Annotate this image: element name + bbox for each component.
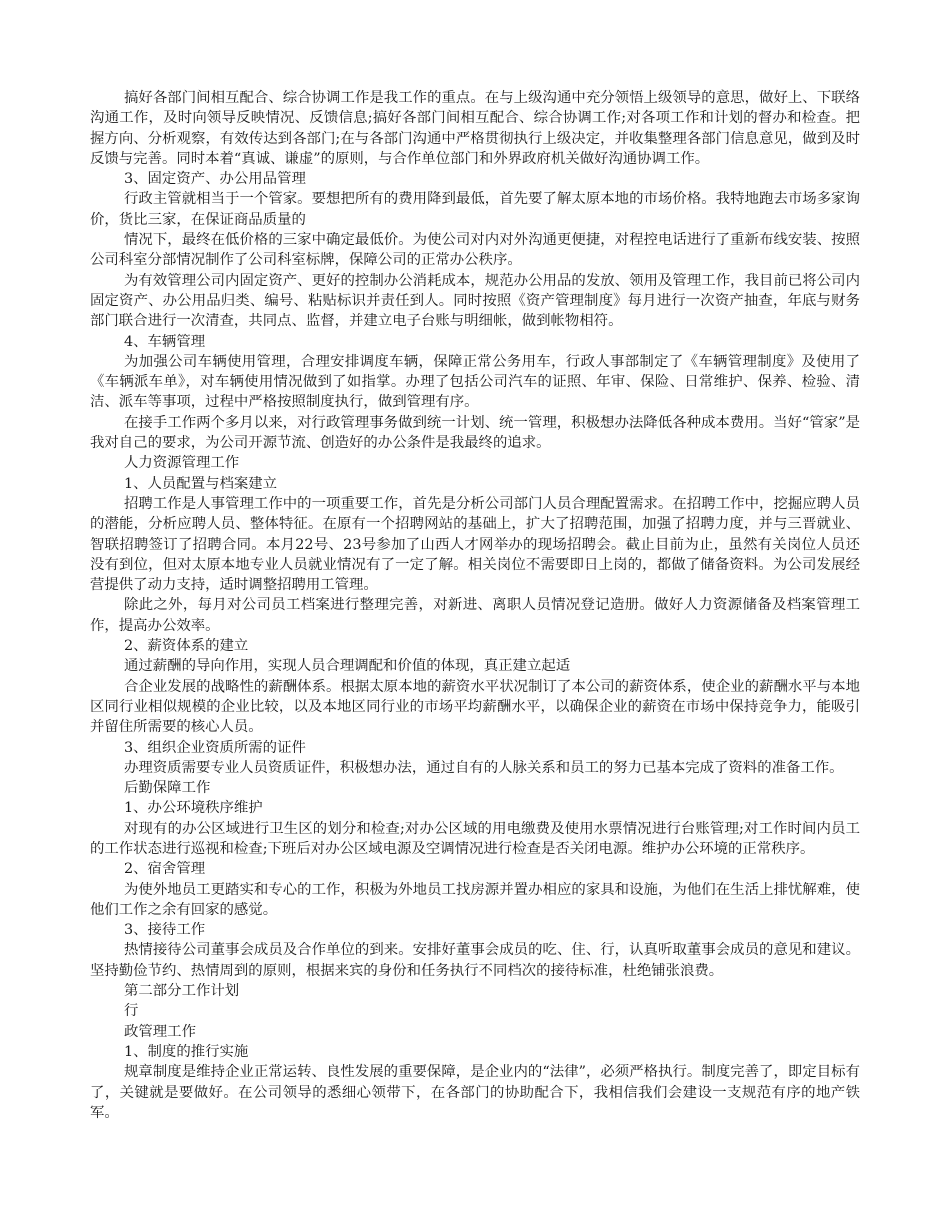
section-heading: 3、组织企业资质所需的证件 (124, 739, 306, 756)
paragraph: 对现有的办公区域进行卫生区的划分和检查;对办公区域的用电缴费及使用水票情况进行台账管理;对工作时间内员工的工作状态进行巡视和检查;下班后对办公区域电源及空调情况进行检查是否关闭电源。维护办公环境的正常秩序。 (90, 820, 860, 857)
section-heading: 4、车辆管理 (124, 333, 206, 350)
paragraph: 为有效管理公司内固定资产、更好的控制办公消耗成本，规范办公用品的发放、领用及管理工作，我目前已将公司内固定资产、办公用品归类、编号、粘贴标识并责任到人。同时按照《资产管理制度》每月进行一次资产抽查，年底与财务部门联合进行一次清查，共同点、监督，并建立电子台账与明细帐，做到帐物相符。 (90, 272, 860, 330)
paragraph: 热情接待公司董事会成员及合作单位的到来。安排好董事会成员的吃、住、行，认真听取董事会成员的意见和建议。坚持勤俭节约、热情周到的原则，根据来宾的身份和任务执行不同档次的接待标准，杜绝铺张浪费。 (90, 942, 860, 979)
section-heading: 政管理工作 (124, 1023, 196, 1040)
paragraph: 为使外地员工更踏实和专心的工作，积极为外地员工找房源并置办相应的家具和设施，为他们在生活上排忧解难，使他们工作之余有回家的感觉。 (90, 881, 860, 918)
section-heading: 3、固定资产、办公用品管理 (124, 171, 306, 188)
paragraph: 搞好各部门间相互配合、综合协调工作是我工作的重点。在与上级沟通中充分领悟上级领导的意思，做好上、下联络沟通工作，及时向领导反映情况、反馈信息;搞好各部门间相互配合、综合协调工作;对各项工作和计划的督办和检查。把握方向、分析观察，有效传达到各部门;在与各部门沟通中严格贯彻执行上级决定，并收集整理各部门信息意见，做到及时反馈与完善。同时本着“真诚、谦虚”的原则，与合作单位部门和外界政府机关做好沟通协调工作。 (90, 90, 860, 167)
section-heading: 2、宿舍管理 (124, 861, 206, 878)
section-heading: 行 (124, 1003, 139, 1020)
paragraph: 在接手工作两个多月以来，对行政管理事务做到统一计划、统一管理，积极想办法降低各种成本费用。当好“管家”是我对自己的要求，为公司开源节流、创造好的办公条件是我最终的追求。 (90, 414, 860, 452)
paragraph: 招聘工作是人事管理工作中的一项重要工作，首先是分析公司部门人员合理配置需求。在招聘工作中，挖掘应聘人员的潜能，分析应聘人员、整体特征。在原有一个招聘网站的基础上，扩大了招聘范围，加强了招聘力度，并与三晋就业、智联招聘签订了招聘合同。本月22号、23号参加了山西人才网举办的现场招聘会。截止目前为止，虽然有关岗位人员还没有到位，但对太原本地专业人员就业情况有了一定了解。相关岗位不需要即日上岗的，都做了储备资料。为公司发展经营提供了动力支持，适时调整招聘用工管理。 (90, 495, 860, 594)
paragraph: 情况下，最终在低价格的三家中确定最低价。为使公司对内对外沟通更便捷，对程控电话进行了重新布线安装、按照公司科室分部情况制作了公司科室标牌，保障公司的正常办公秩序。 (90, 232, 860, 269)
paragraph: 合企业发展的战略性的薪酬体系。根据太原本地的薪资水平状况制订了本公司的薪资体系，使企业的薪酬水平与本地区同行业相似规模的企业比较，以及本地区同行业的市场平均薪酬水平，以确保企业的薪资在市场中保持竞争力，能吸引并留住所需要的核心人员。 (90, 678, 860, 736)
section-heading: 1、办公环境秩序维护 (124, 800, 263, 817)
paragraph: 通过薪酬的导向作用，实现人员合理调配和价值的体现，真正建立起适 (124, 658, 571, 675)
paragraph: 为加强公司车辆使用管理，合理安排调度车辆，保障正常公务用车，行政人事部制定了《车辆管理制度》及使用了《车辆派车单》，对车辆使用情况做到了如指掌。办理了包括公司汽车的证照、年审、保险、日常维护、保养、检验、清洁、派车等事项，过程中严格按照制度执行，做到管理有序。 (90, 353, 860, 411)
section-heading: 3、接待工作 (124, 922, 206, 939)
document-body (90, 88, 860, 1123)
section-heading: 2、薪资体系的建立 (124, 638, 249, 655)
paragraph: 办理资质需要专业人员资质证件，积极想办法，通过自有的人脉关系和员工的努力已基本完成了资料的准备工作。 (124, 759, 844, 776)
section-heading: 后勤保障工作 (124, 780, 211, 797)
section-heading: 1、制度的推行实施 (124, 1043, 249, 1060)
section-heading: 第二部分工作计划 (124, 983, 240, 1000)
paragraph: 行政主管就相当于一个管家。要想把所有的费用降到最低，首先要了解太原本地的市场价格。我特地跑去市场多家询价，货比三家，在保证商品质量的 (90, 191, 860, 228)
section-heading: 人力资源管理工作 (124, 455, 240, 472)
paragraph: 除此之外，每月对公司员工档案进行整理完善，对新进、离职人员情况登记造册。做好人力资源储备及档案管理工作，提高办公效率。 (90, 597, 860, 634)
paragraph: 规章制度是维持企业正常运转、良性发展的重要保障，是企业内的“法律”，必须严格执行。制度完善了，即定目标有了，关键就是要做好。在公司领导的悉细心领带下，在各部门的协助配合下，我相信我们会建设一支规范有序的地产铁军。 (90, 1064, 860, 1121)
section-heading: 1、人员配置与档案建立 (124, 475, 278, 492)
